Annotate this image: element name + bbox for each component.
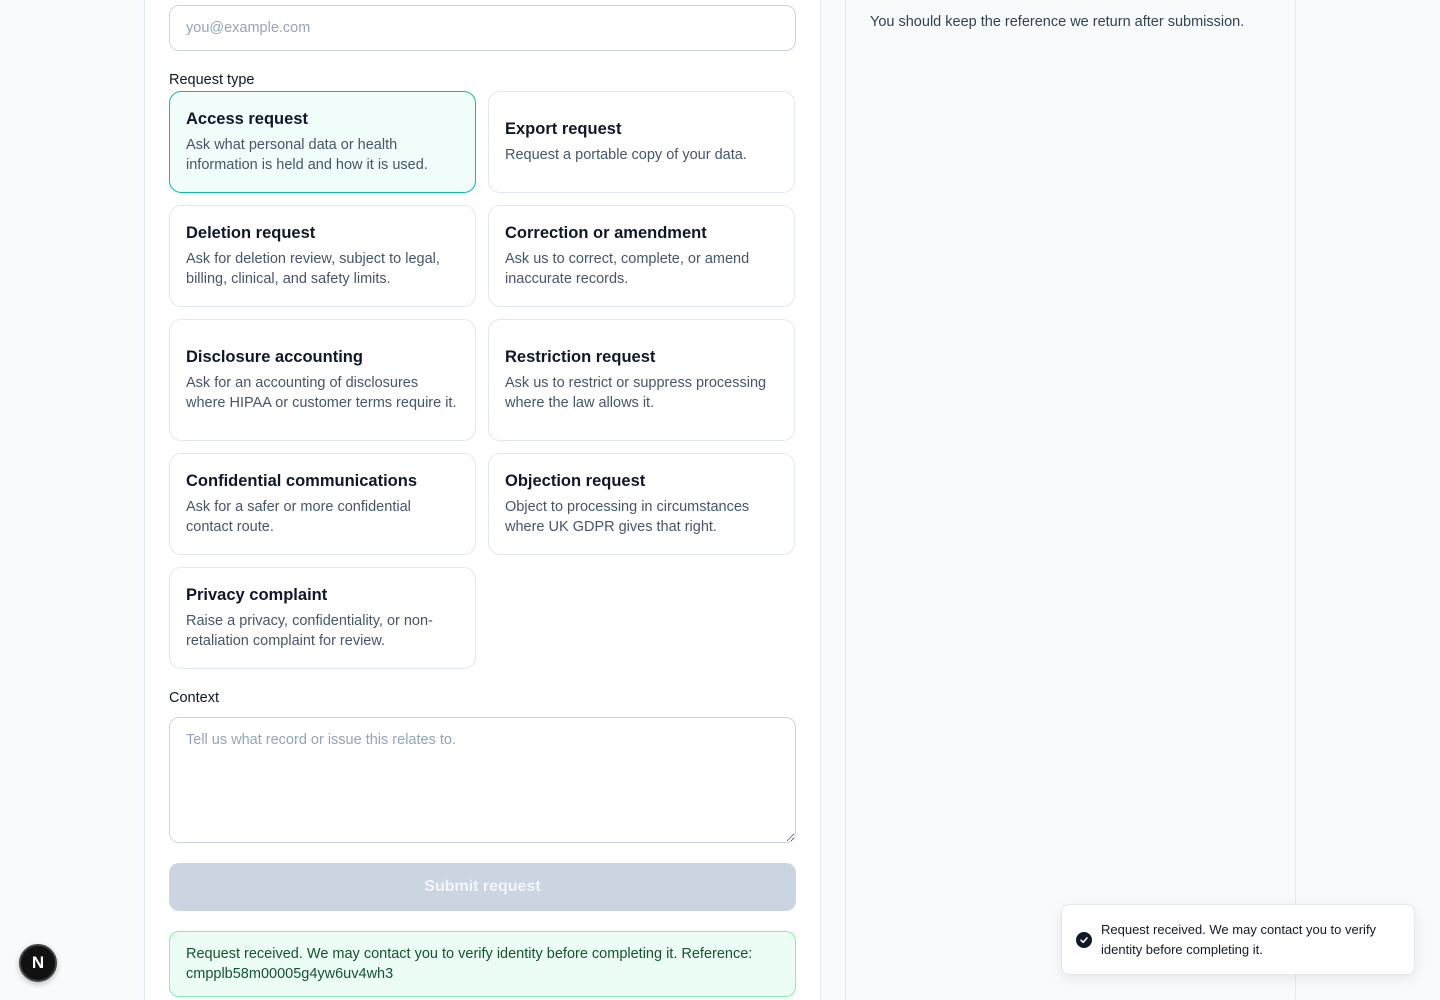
option-description: Ask for a safer or more confidential contact route. [186,498,411,535]
toast-notification [1061,904,1415,975]
context-textarea[interactable] [169,717,796,843]
request-type-label: Request type [169,72,255,88]
nextjs-logo-icon[interactable]: N [19,944,57,982]
info-side-panel [845,0,1296,1000]
option-title: Correction or amendment [505,223,707,242]
option-confidential-communications[interactable] [169,453,476,555]
option-title: Objection request [505,471,646,490]
option-title: Access request [186,109,308,128]
option-description: Request a portable copy of your data. [505,146,747,163]
option-title: Export request [505,119,622,138]
option-title: Confidential communications [186,471,418,490]
option-description: Ask for deletion review, subject to legal, billing, clinical, and safety limits. [186,250,440,287]
option-description: Ask us to restrict or suppress processing where the law allows it. [505,374,767,411]
option-title: Privacy complaint [186,585,328,604]
option-description: Ask for an accounting of disclosures where HIPAA or customer terms require it. [186,374,457,411]
submit-request-button[interactable]: Submit request [169,863,796,911]
option-description: Object to processing in circumstances where UK GDPR gives that right. [505,498,750,535]
option-description: Ask what personal data or health information is held and how it is used. [186,136,428,173]
option-restriction-request[interactable] [488,319,795,441]
check-circle-icon [1076,932,1092,948]
option-disclosure-accounting[interactable] [169,319,476,441]
option-title: Deletion request [186,223,316,242]
option-title: Restriction request [505,347,656,366]
success-message: Request received. We may contact you to verify identity before completing it. Reference: cmpplb58m00005g4yw6uv4wh3 [169,931,796,997]
option-export-request[interactable] [488,91,795,193]
option-description: Raise a privacy, confidentiality, or non-retaliation complaint for review. [186,612,433,649]
context-label: Context [169,690,219,706]
option-title: Disclosure accounting [186,347,363,366]
toast-message: Request received. We may contact you to verify identity before completing it. [1101,921,1377,957]
email-input[interactable] [169,5,796,51]
option-access-request[interactable] [169,91,476,193]
reference-note: You should keep the reference we return after submission. [870,14,1245,30]
option-description: Ask us to correct, complete, or amend inaccurate records. [505,250,750,287]
option-deletion-request[interactable] [169,205,476,307]
option-objection-request[interactable] [488,453,795,555]
option-privacy-complaint[interactable] [169,567,476,669]
option-correction-request[interactable] [488,205,795,307]
